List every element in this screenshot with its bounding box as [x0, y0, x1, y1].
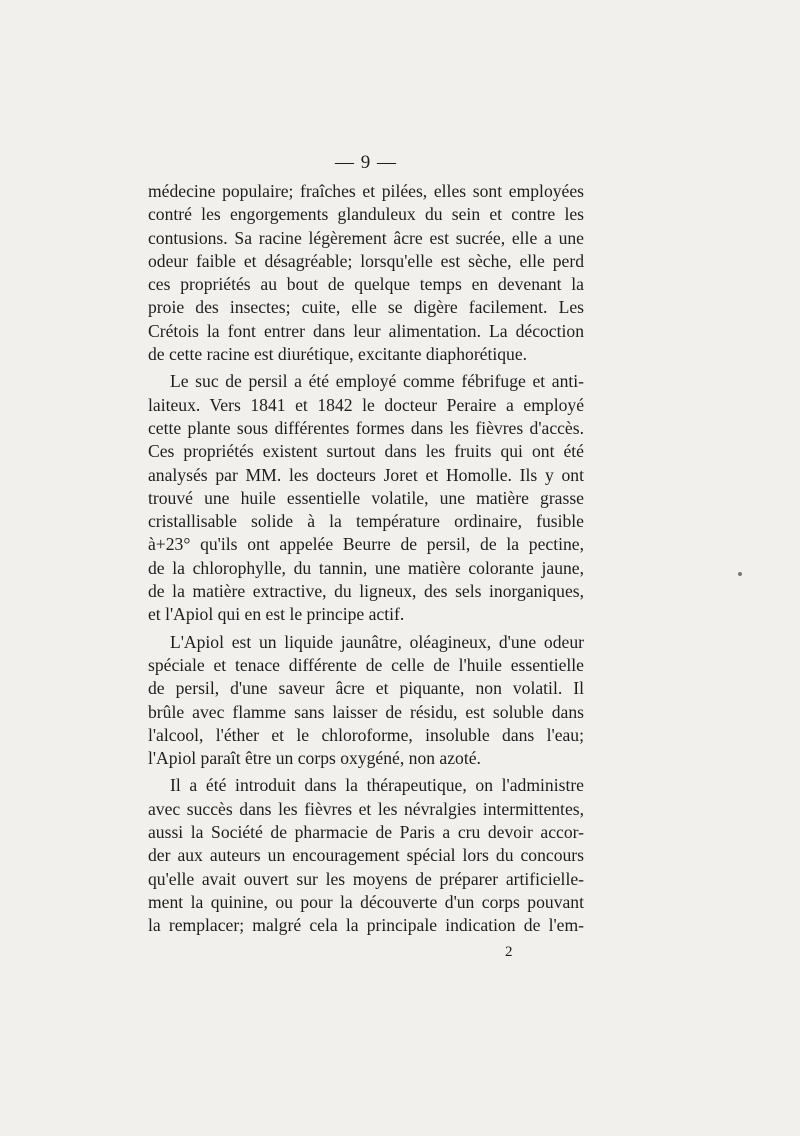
text-line: L'Apiol est un liquide jaunâtre, oléagineux, d'une odeur [170, 631, 584, 652]
text-line: avec succès dans les fièvres et les névralgies intermittentes, [148, 798, 584, 819]
paragraph-2 [148, 370, 584, 626]
text-line: l'alcool, l'éther et le chloroforme, insoluble dans l'eau; [148, 724, 584, 745]
text-line: de persil, d'une saveur âcre et piquante, non volatil. Il [148, 678, 584, 699]
paragraph-3 [148, 631, 584, 771]
text-line: cette plante sous différentes formes dans les fièvres d'accès. [148, 417, 584, 438]
text-line: der aux auteurs un encouragement spécial lors du concours [148, 845, 584, 866]
signature-mark: 2 [505, 944, 513, 960]
paragraph-4 [148, 774, 584, 937]
body-text [148, 180, 584, 942]
text-line: proie des insectes; cuite, elle se digère facilement. Les [148, 297, 584, 318]
ink-speck [738, 572, 742, 576]
paragraph-1 [148, 180, 584, 366]
text-line: Ces propriétés existent surtout dans les fruits qui ont été [148, 441, 584, 462]
text-line: à+23° qu'ils ont appelée Beurre de persil, de la pectine, [148, 534, 584, 555]
text-line: Le suc de persil a été employé comme fébrifuge et anti- [170, 371, 584, 392]
text-line: Il a été introduit dans la thérapeutique, on l'administre [170, 775, 584, 796]
text-line: la remplacer; malgré cela la principale indication de l'em- [148, 915, 584, 936]
text-line: qu'elle avait ouvert sur les moyens de préparer artificielle- [148, 868, 584, 889]
text-line: ment la quinine, ou pour la découverte d'un corps pouvant [148, 891, 584, 912]
text-line: aussi la Société de pharmacie de Paris a cru devoir accor- [148, 822, 584, 843]
text-line: de la matière extractive, du ligneux, des sels inorganiques, [148, 581, 584, 602]
text-line: de cette racine est diurétique, excitante diaphorétique. [148, 344, 528, 365]
text-line: trouvé une huile essentielle volatile, une matière grasse [148, 487, 584, 508]
text-line: analysés par MM. les docteurs Joret et Homolle. Ils y ont [148, 464, 584, 485]
text-line: Crétois la font entrer dans leur alimentation. La décoction [148, 320, 584, 341]
text-line: odeur faible et désagréable; lorsqu'elle est sèche, elle perd [148, 250, 584, 271]
text-line: de la chlorophylle, du tannin, une matière colorante jaune, [148, 557, 584, 578]
text-line: ces propriétés au bout de quelque temps en devenant la [148, 274, 584, 295]
text-line: médecine populaire; fraîches et pilées, elles sont employées [148, 181, 584, 201]
text-line: l'Apiol paraît être un corps oxygéné, non azoté. [148, 748, 481, 769]
text-line: cristallisable solide à la température ordinaire, fusible [148, 511, 584, 532]
text-line: brûle avec flamme sans laisser de résidu, est soluble dans [148, 701, 584, 722]
text-line: et l'Apiol qui en est le principe actif. [148, 604, 405, 625]
text-line: contusions. Sa racine légèrement âcre est sucrée, elle a une [148, 227, 584, 248]
text-line: contré les engorgements glanduleux du sein et contre les [148, 204, 584, 225]
text-line: laiteux. Vers 1841 et 1842 le docteur Peraire a employé [148, 394, 584, 415]
text-line: spéciale et tenace différente de celle de l'huile essentielle [148, 654, 584, 675]
page-number: — 9 — [335, 152, 397, 173]
